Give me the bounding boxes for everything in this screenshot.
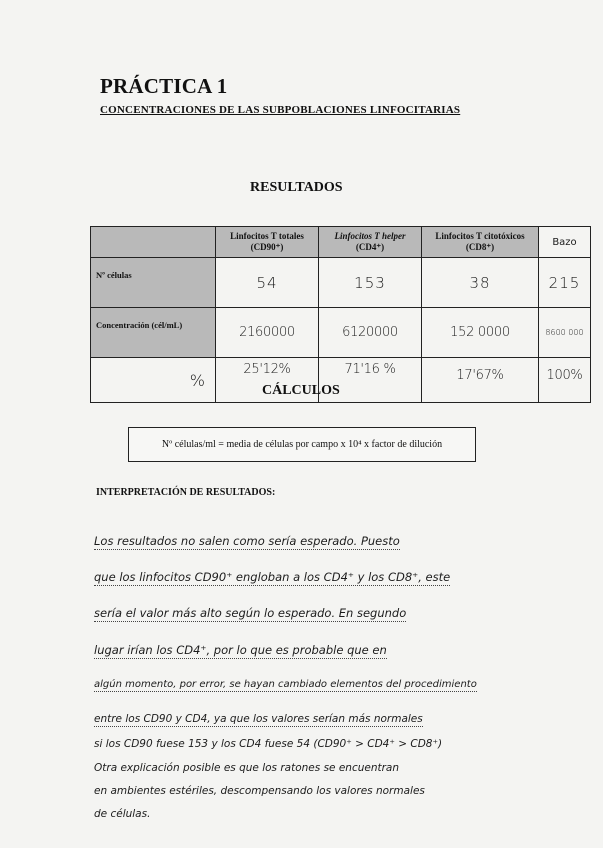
- pct-cd8: 17'67%: [422, 358, 539, 403]
- interpretation-heading: INTERPRETACIÓN DE RESULTADOS:: [96, 487, 276, 498]
- count-cd8: 38: [422, 258, 539, 308]
- pct-cd90: 25'12%: [216, 358, 319, 403]
- count-cd4: 153: [319, 258, 422, 308]
- practice-subtitle: CONCENTRACIONES DE LAS SUBPOBLACIONES LINFOCITARIAS: [100, 104, 461, 116]
- count-cd90: 54: [216, 258, 319, 308]
- pct-cd4: 71'16 %: [319, 358, 422, 403]
- interpretation-line: en ambientes estériles, descompensando los valores normales: [94, 785, 425, 797]
- table-header-row: [91, 227, 591, 258]
- interpretation-line: que los linfocitos CD90⁺ engloban a los CD4⁺ y los CD8⁺, este: [94, 570, 451, 584]
- row-label-concentration: Concentración (cél/mL): [91, 308, 216, 358]
- interpretation-line: de células.: [94, 808, 151, 820]
- table-row: [91, 308, 591, 358]
- interpretation-line: sería el valor más alto según lo esperado. En segundo: [94, 606, 407, 620]
- conc-bazo: 8600 000: [539, 308, 591, 358]
- table-row: [91, 358, 591, 403]
- conc-cd8: 152 0000: [422, 308, 539, 358]
- calculations-heading: CÁLCULOS: [262, 383, 340, 398]
- interpretation-line: lugar irían los CD4⁺, por lo que es probable que en: [94, 643, 387, 657]
- col-header-cd4: Linfocitos T helper (CD4⁺): [319, 227, 422, 258]
- interpretation-line: entre los CD90 y CD4, ya que los valores serían más normales: [94, 713, 423, 725]
- practice-title: PRÁCTICA 1: [100, 74, 228, 98]
- formula-box: Nº células/ml = media de células por campo x 10⁴ x factor de dilución: [128, 427, 476, 462]
- results-heading: RESULTADOS: [250, 180, 343, 195]
- interpretation-line: si los CD90 fuese 153 y los CD4 fuese 54 (CD90⁺ > CD4⁺ > CD8⁺): [94, 738, 443, 750]
- results-table: [90, 226, 591, 403]
- table-corner-cell: [91, 227, 216, 258]
- pct-bazo: 100%: [539, 358, 591, 403]
- interpretation-line: algún momento, por error, se hayan cambiado elementos del procedimiento: [94, 679, 477, 690]
- table-row: [91, 258, 591, 308]
- col-header-cd8: Linfocitos T citotóxicos (CD8⁺): [422, 227, 539, 258]
- conc-cd90: 2160000: [216, 308, 319, 358]
- row-label-count: Nº células: [91, 258, 216, 308]
- conc-cd4: 6120000: [319, 308, 422, 358]
- col-header-bazo: Bazo: [539, 227, 591, 258]
- col-header-cd90: Linfocitos T totales (CD90⁺): [216, 227, 319, 258]
- interpretation-line: Otra explicación posible es que los ratones se encuentran: [94, 762, 400, 774]
- row-label-percent: %: [91, 358, 216, 403]
- interpretation-line: Los resultados no salen como sería esperado. Puesto: [94, 534, 400, 548]
- count-bazo: 215: [539, 258, 591, 308]
